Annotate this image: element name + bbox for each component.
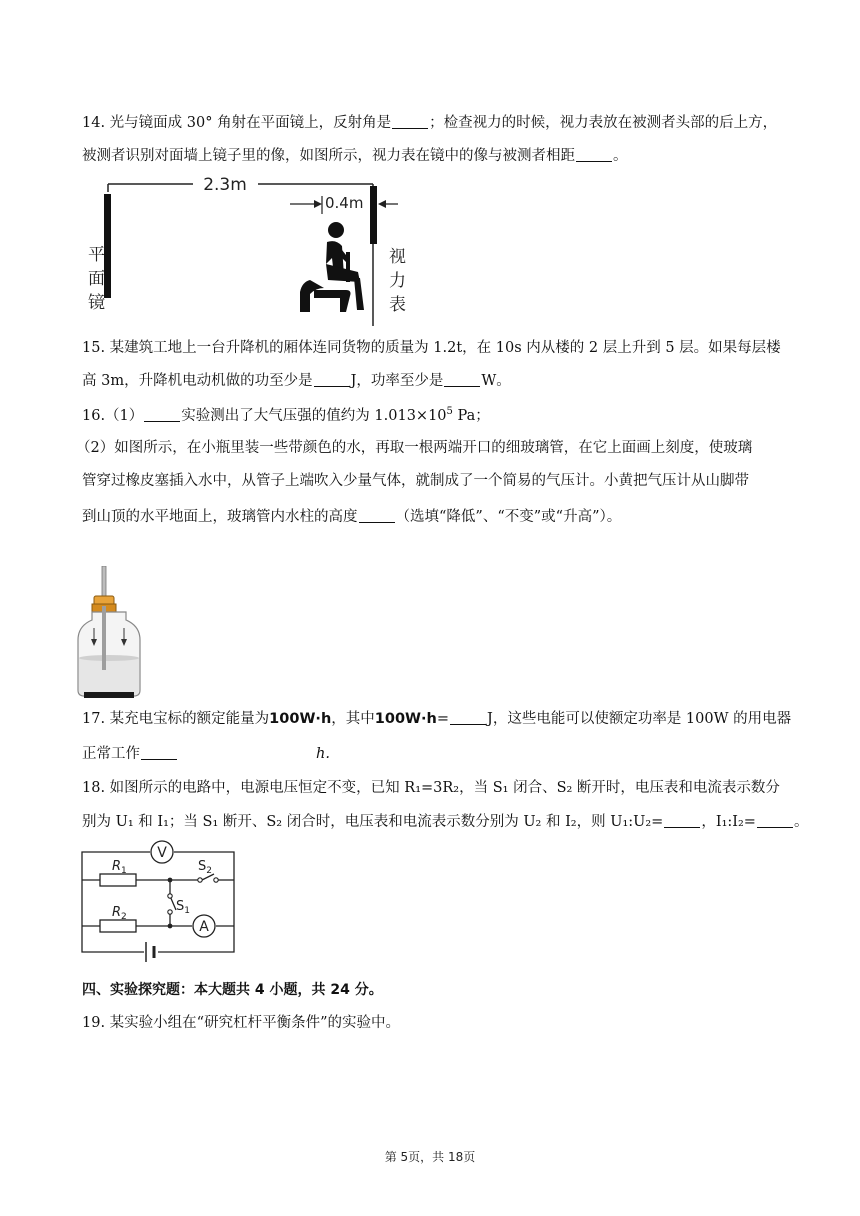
svg-text:V: V bbox=[157, 845, 167, 861]
resistor-r2 bbox=[100, 920, 136, 932]
q17-line-2: 正常工作 h. bbox=[82, 746, 330, 762]
page-footer: 第 5页，共 18页 bbox=[384, 1150, 476, 1164]
answer-blank[interactable] bbox=[392, 114, 428, 129]
mirror-label-2: 面 bbox=[88, 269, 105, 289]
mirror-eye-test-figure bbox=[78, 172, 418, 328]
chart-label-3: 表 bbox=[389, 295, 406, 315]
q18-line-1: 18. 如图所示的电路中，电源电压恒定不变，已知 R₁=3R₂，当 S₁ 闭合、S₂ 断开时，电压表和电流表示数分 bbox=[82, 780, 780, 796]
answer-blank[interactable] bbox=[444, 372, 480, 387]
q14-line-1: 14. 光与镜面成 30° 角射在平面镜上，反射角是 ；检查视力的时候，视力表放在被测者头部的后上方， bbox=[82, 115, 778, 131]
bottle-base bbox=[84, 692, 134, 698]
answer-blank[interactable] bbox=[144, 407, 180, 422]
r1-label: $R_1$ bbox=[112, 859, 127, 876]
svg-text:A: A bbox=[199, 919, 209, 935]
q16-line-1: 16.（1） 实验测出了大气压强的值约为 $1.013\times 10^5$ Pa； bbox=[82, 406, 490, 424]
q17-line-1: 17. 某充电宝标的额定能量为100W·h，其中100W·h= J，这些电能可以使额定功率是 100W 的用电器 bbox=[82, 711, 792, 727]
circuit-diagram bbox=[78, 840, 240, 970]
r2-label: $R_2$ bbox=[112, 905, 127, 922]
answer-blank[interactable] bbox=[359, 508, 395, 523]
plane-mirror bbox=[104, 194, 111, 298]
q15-line-2: 高 3m，升降机电动机做的功至少是 J，功率至少是 W。 bbox=[82, 373, 511, 389]
answer-blank[interactable] bbox=[141, 745, 177, 760]
q16-line-3: 管穿过橡皮塞插入水中，从管子上端吹入少量气体，就制成了一个简易的气压计。小黄把气压计从山脚带 bbox=[82, 473, 749, 489]
q15-line-1: 15. 某建筑工地上一台升降机的厢体连同货物的质量为 1.2t，在 10s 内从楼的 2 层上升到 5 层。如果每层楼 bbox=[82, 340, 781, 356]
seated-person-icon bbox=[300, 222, 364, 312]
q14-line-2: 被测者识别对面墙上镜子里的像，如图所示，视力表在镜中的像与被测者相距 。 bbox=[82, 148, 628, 164]
answer-blank[interactable] bbox=[314, 372, 350, 387]
answer-blank[interactable] bbox=[450, 710, 486, 725]
resistor-r1 bbox=[100, 874, 136, 886]
q18-line-2: 别为 U₁ 和 I₁；当 S₁ 断开、S₂ 闭合时，电压表和电流表示数分别为 U₂ 和 I₂，则 U₁:U₂= ，I₁:I₂= 。 bbox=[82, 814, 809, 830]
chart-label-1: 视 bbox=[389, 247, 406, 267]
answer-blank[interactable] bbox=[757, 813, 793, 828]
distance-total-label: 2.3m bbox=[203, 175, 247, 195]
mirror-label-1: 平 bbox=[88, 245, 105, 265]
section-4-heading: 四、实验探究题：本大题共 4 小题，共 24 分。 bbox=[82, 982, 383, 998]
mirror-label-3: 镜 bbox=[88, 293, 105, 313]
distance-small-label: 0.4m bbox=[325, 194, 364, 212]
s2-label: $S_2$ bbox=[198, 859, 212, 876]
answer-blank[interactable] bbox=[664, 813, 700, 828]
q19-line: 19. 某实验小组在“研究杠杆平衡条件”的实验中。 bbox=[82, 1015, 400, 1031]
s1-label: $S_1$ bbox=[176, 899, 190, 916]
q16-line-4: 到山顶的水平地面上，玻璃管内水柱的高度 （选填“降低”、“不变”或“升高”）。 bbox=[82, 509, 622, 525]
answer-blank[interactable] bbox=[576, 147, 612, 162]
eye-chart bbox=[370, 186, 377, 244]
chart-label-2: 力 bbox=[389, 271, 406, 291]
simple-barometer-figure bbox=[74, 566, 154, 700]
q16-line-2: （2）如图所示，在小瓶里装一些带颜色的水，再取一根两端开口的细玻璃管，在它上面画上刻度，使玻璃 bbox=[76, 440, 753, 456]
